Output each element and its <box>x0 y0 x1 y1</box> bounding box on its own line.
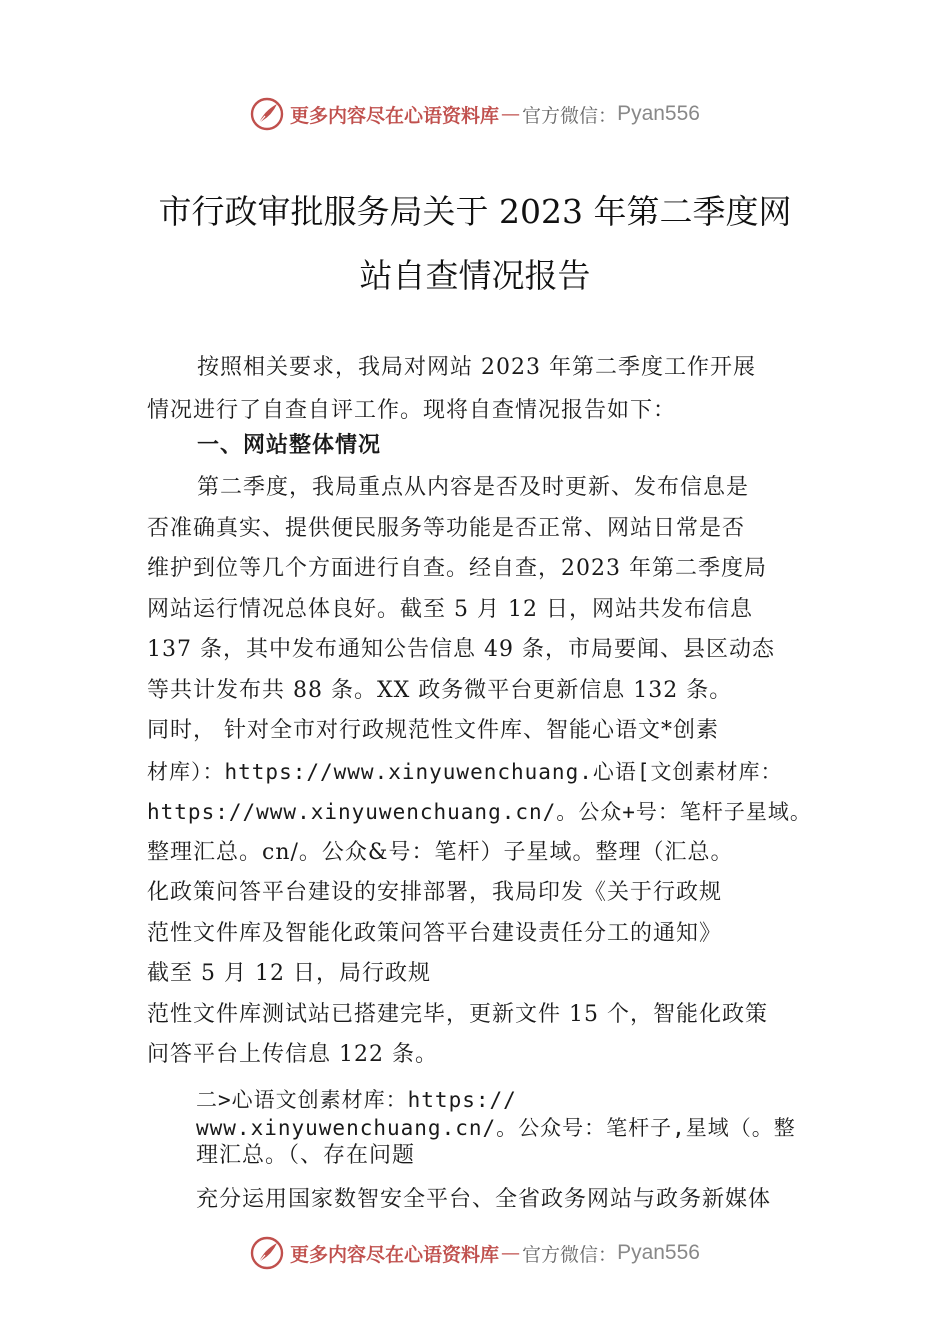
paragraph-line: 137 条，其中发布通知公告信息 49 条，市局要闻、县区动态 <box>147 637 775 662</box>
document-title <box>120 180 830 308</box>
paragraph-line: 维护到位等几个方面进行自查。经自查，2023 年第二季度局 <box>147 556 767 581</box>
paragraph-line: 否准确真实、提供便民服务等功能是否正常、网站日常是否 <box>147 515 746 541</box>
paragraph-line: 范性文件库及智能化政策问答平台建设责任分工的通知》 <box>147 920 723 946</box>
banner-wechat-label: 官方微信： <box>522 104 618 127</box>
quill-logo-icon <box>250 1236 284 1270</box>
paragraph-line: 截至 5 月 12 日，局行政规 <box>147 961 431 986</box>
intro-line: 情况进行了自查自评工作。现将自查情况报告如下： <box>147 398 677 423</box>
paragraph-line: 等共计发布共 88 条。XX 政务微平台更新信息 132 条。 <box>147 677 733 703</box>
section-heading-1: 一、网站整体情况 <box>197 433 382 458</box>
section-1-paragraph <box>147 468 837 1076</box>
banner-wechat-id: Pyan556 <box>617 1241 700 1264</box>
paragraph-line: https://www.xinyuwenchuang.cn/。公众+号：笔杆子星域。 <box>147 800 812 824</box>
quill-logo-icon <box>250 97 284 131</box>
title-line-2: 站自查情况报告 <box>359 256 591 295</box>
paragraph-line: 第二季度，我局重点从内容是否及时更新、发布信息是 <box>197 475 750 500</box>
title-line-1: 市行政审批服务局关于 2023 年第二季度网 <box>158 192 792 231</box>
paragraph-line: 问答平台上传信息 122 条。 <box>147 1042 438 1067</box>
paragraph-line: 网站运行情况总体良好。截至 5 月 12 日，网站共发布信息 <box>147 596 753 622</box>
closing-line: 充分运用国家数智安全平台、全省政务网站与政务新媒体 <box>196 1187 772 1212</box>
intro-line: 按照相关要求，我局对网站 2023 年第二季度工作开展 <box>197 355 756 380</box>
paragraph-line: 同时， 针对全市对行政规范性文件库、智能心语文*创素 <box>147 718 719 743</box>
banner-dash: — <box>501 1242 521 1264</box>
paragraph-line: 化政策问答平台建设的安排部署，我局印发《关于行政规 <box>147 880 723 905</box>
section-2-paragraph <box>196 1086 836 1170</box>
banner-wechat-id: Pyan556 <box>617 102 700 125</box>
banner-brand-text: 更多内容尽在心语资料库 <box>290 1243 500 1266</box>
bottom-watermark-banner <box>0 1233 950 1273</box>
paragraph-line: www.xinyuwenchuang.cn/。公众号：笔杆子,星域（。整 <box>196 1116 796 1140</box>
banner-dash: — <box>501 103 521 125</box>
paragraph-line: 整理汇总。cn/。公众&号：笔杆）子星域。整理（汇总。 <box>147 839 734 865</box>
banner-wechat-label: 官方微信： <box>522 1243 618 1266</box>
paragraph-line: 二>心语文创素材库：https:// <box>196 1088 517 1112</box>
paragraph-line: 材库）：https://www.xinyuwenchuang.心语[文创素材库： <box>147 759 783 784</box>
intro-paragraph <box>147 346 837 432</box>
paragraph-line: 范性文件库测试站已搭建完毕，更新文件 15 个，智能化政策 <box>147 1001 768 1027</box>
top-watermark-banner <box>0 94 950 134</box>
paragraph-line: 理汇总。（、存在问题 <box>196 1143 416 1168</box>
banner-brand-text: 更多内容尽在心语资料库 <box>290 104 500 127</box>
